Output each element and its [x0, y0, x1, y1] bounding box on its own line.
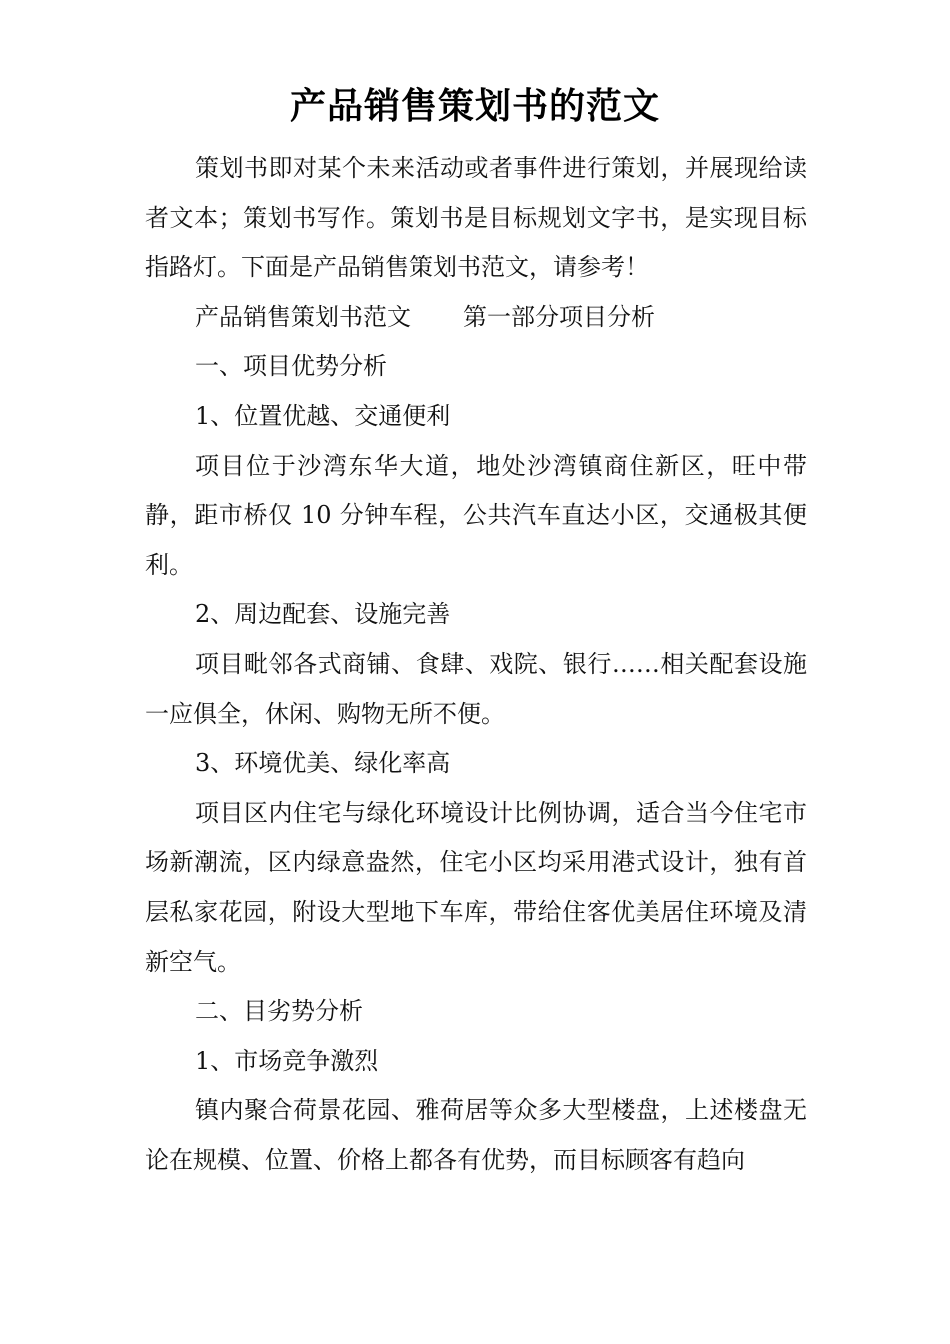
document-title: 产品销售策划书的范文: [289, 85, 660, 127]
document-body: [145, 144, 807, 1185]
heading-environment: 3、环境优美、绿化率高: [195, 749, 451, 778]
heading-advantage-analysis: 一、项目优势分析: [195, 352, 387, 381]
section-heading-right: 第一部分项目分析: [463, 302, 655, 331]
paragraph-environment: 项目区内住宅与绿化环境设计比例协调，适合当今住宅市场新潮流，区内绿意盎然，住宅小区均采用港式设计，独有首层私家花园，附设大型地下车库，带给住客优美居住环境及清新空气。: [145, 798, 807, 976]
heading-competition: 1、市场竞争激烈: [195, 1046, 379, 1075]
heading-location: 1、位置优越、交通便利: [195, 401, 451, 430]
heading-facilities: 2、周边配套、设施完善: [195, 600, 451, 629]
paragraph-location: 项目位于沙湾东华大道，地处沙湾镇商住新区，旺中带静，距市桥仅 10 分钟车程，公共汽车直达小区，交通极其便利。: [145, 451, 807, 579]
section-heading-left: 产品销售策划书范文: [195, 302, 411, 331]
paragraph-facilities: 项目毗邻各式商铺、食肆、戏院、银行……相关配套设施一应俱全，休闲、购物无所不便。: [145, 649, 807, 728]
section-heading-line: [145, 293, 807, 343]
intro-paragraph: 策划书即对某个未来活动或者事件进行策划，并展现给读者文本；策划书写作。策划书是目标规划文字书，是实现目标指路灯。下面是产品销售策划书范文，请参考！: [145, 154, 807, 282]
heading-disadvantage-analysis: 二、目劣势分析: [195, 997, 363, 1026]
paragraph-competition: 镇内聚合荷景花园、雅荷居等众多大型楼盘，上述楼盘无论在规模、位置、价格上都各有优势，而目标顾客有趋向: [145, 1096, 807, 1174]
